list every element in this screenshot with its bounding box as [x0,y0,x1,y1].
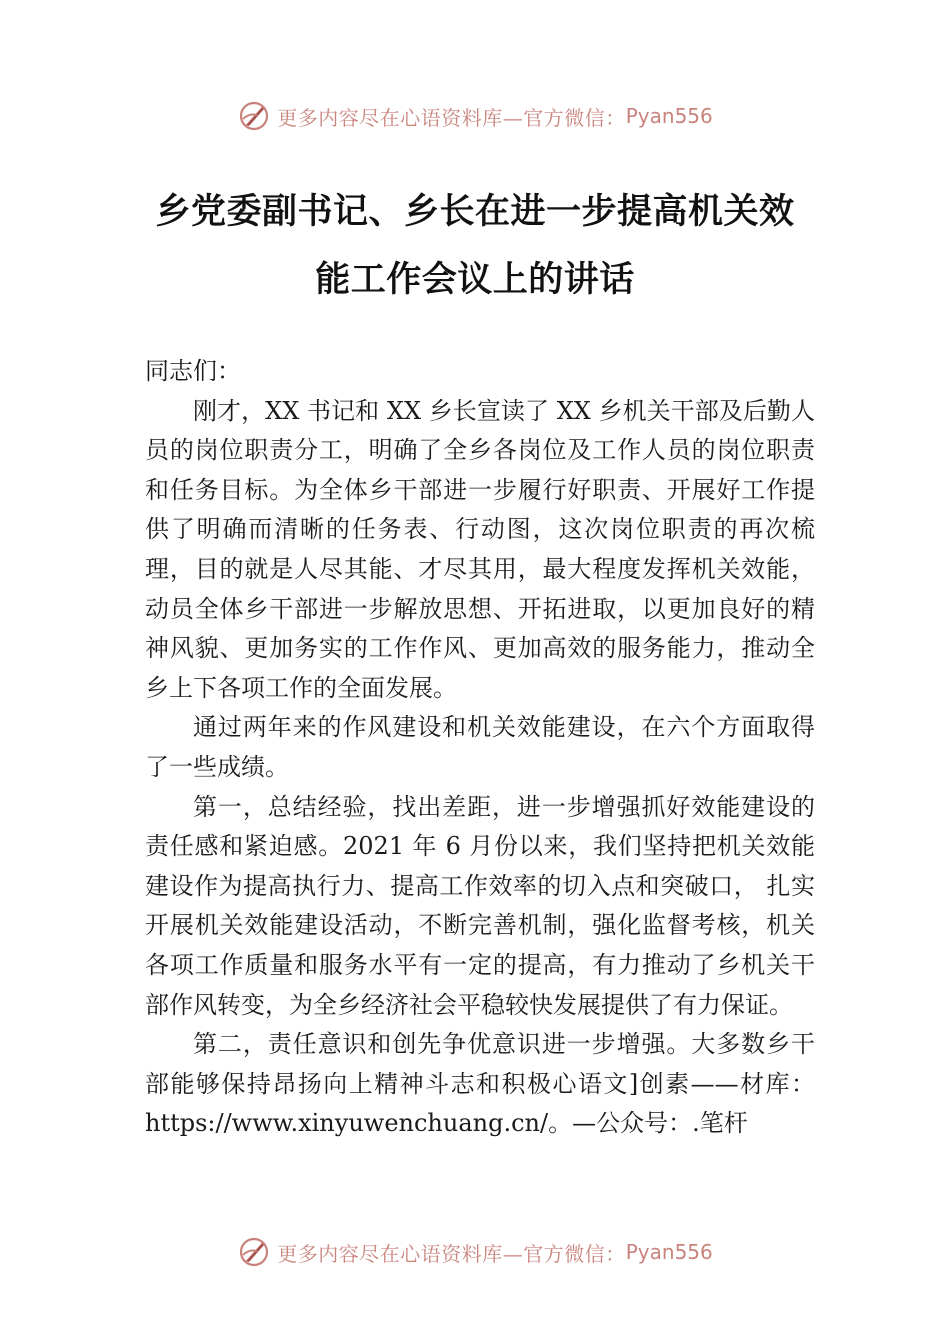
banner-text: 更多内容尽在心语资料库—官方微信： [277,1241,626,1266]
document-body [145,352,815,1144]
salutation: 同志们： [145,357,241,385]
banner-text: 更多内容尽在心语资料库—官方微信： [277,105,626,130]
title-line-2: 能工作会议上的讲话 [315,259,635,300]
document-title [100,178,850,314]
quill-logo-icon [237,99,271,133]
wechat-id: Pyan556 [625,1240,713,1264]
title-line-1: 乡党委副书记、乡长在进一步提高机关效 [155,191,795,232]
footer-watermark-banner [0,1232,950,1272]
paragraph: 第一，总结经验，找出差距，进一步增强抓好效能建设的责任感和紧迫感。2021 年 6 月份以来，我们坚持把机关效能建设作为提高执行力、提高工作效率的切入点和突破口， 扎实开展机关效能建设活动，不断完善机制，强化监督考核，机关各项工作质量和服务水平有一定的提高，有力推动了乡机关干部作风转变，为全乡经济社会平稳较快发展提供了有力保证。 [145,792,815,1019]
quill-logo-icon [237,1235,271,1269]
header-watermark-banner [0,96,950,136]
wechat-id: Pyan556 [625,104,713,128]
paragraph: 通过两年来的作风建设和机关效能建设，在六个方面取得了一些成绩。 [145,713,815,781]
paragraph: 刚才，XX 书记和 XX 乡长宣读了 XX 乡机关干部及后勤人员的岗位职责分工，明确了全乡各岗位及工作人员的岗位职责和任务目标。为全体乡干部进一步履行好职责、开展好工作提供了明确而清晰的任务表、行动图，这次岗位职责的再次梳理，目的就是人尽其能、才尽其用，最大程度发挥机关效能，动员全体乡干部进一步解放思想、开拓进取，以更加良好的精神风貌、更加务实的工作作风、更加高效的服务能力，推动全乡上下各项工作的全面发展。 [145,396,815,702]
paragraph: 第二，责任意识和创先争优意识进一步增强。大多数乡干部能够保持昂扬向上精神斗志和积极心语文]创素——材库：https://www.xinyuwenchuang.cn/。—公众号：.笔杆 [145,1030,815,1138]
